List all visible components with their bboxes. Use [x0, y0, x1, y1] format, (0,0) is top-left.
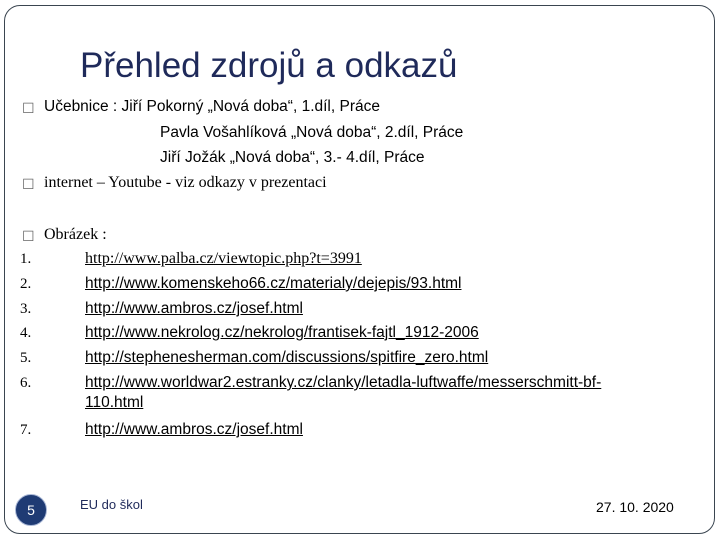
link-number: 6.: [20, 375, 32, 391]
link-stephenesherman[interactable]: http://stephenesherman.com/discussions/spitfire_zero.html: [85, 349, 489, 366]
footer-date: 27. 10. 2020: [596, 499, 674, 515]
link-ambros-2[interactable]: http://www.ambros.cz/josef.html: [85, 421, 303, 438]
link-number: 5.: [20, 350, 32, 366]
link-number: 7.: [20, 422, 32, 438]
link-nekrolog[interactable]: http://www.nekrolog.cz/nekrolog/frantisek-fajtl_1912-2006: [85, 324, 479, 341]
footer-label: EU do škol: [80, 497, 143, 512]
internet-source: internet – Youtube - viz odkazy v prezentaci: [44, 174, 327, 191]
textbook-line-3: Jiří Jožák „Nová doba“, 3.- 4.díl, Práce: [160, 149, 425, 166]
link-ambros[interactable]: http://www.ambros.cz/josef.html: [85, 300, 303, 317]
slide-title: Přehled zdrojů a odkazů: [80, 46, 458, 85]
link-komenskeho[interactable]: http://www.komenskeho66.cz/materialy/dejepis/93.html: [85, 275, 462, 292]
page-number-badge: 5: [15, 494, 47, 526]
link-worldwar2-continued[interactable]: 110.html: [85, 394, 144, 411]
bullet-icon: ☐: [22, 176, 35, 192]
textbook-line-1: Učebnice : Jiří Pokorný „Nová doba“, 1.díl, Práce: [44, 98, 380, 115]
link-number: 1.: [20, 251, 32, 267]
bullet-icon: ☐: [22, 228, 35, 244]
link-number: 4.: [20, 325, 32, 341]
images-label: Obrázek :: [44, 226, 107, 243]
link-number: 3.: [20, 301, 32, 317]
link-palba[interactable]: http://www.palba.cz/viewtopic.php?t=3991: [85, 250, 362, 267]
textbook-line-2: Pavla Vošahlíková „Nová doba“, 2.díl, Práce: [160, 124, 464, 141]
link-worldwar2[interactable]: http://www.worldwar2.estranky.cz/clanky/letadla-luftwaffe/messerschmitt-bf-: [85, 374, 602, 391]
bullet-icon: ☐: [22, 100, 35, 116]
link-number: 2.: [20, 276, 32, 292]
